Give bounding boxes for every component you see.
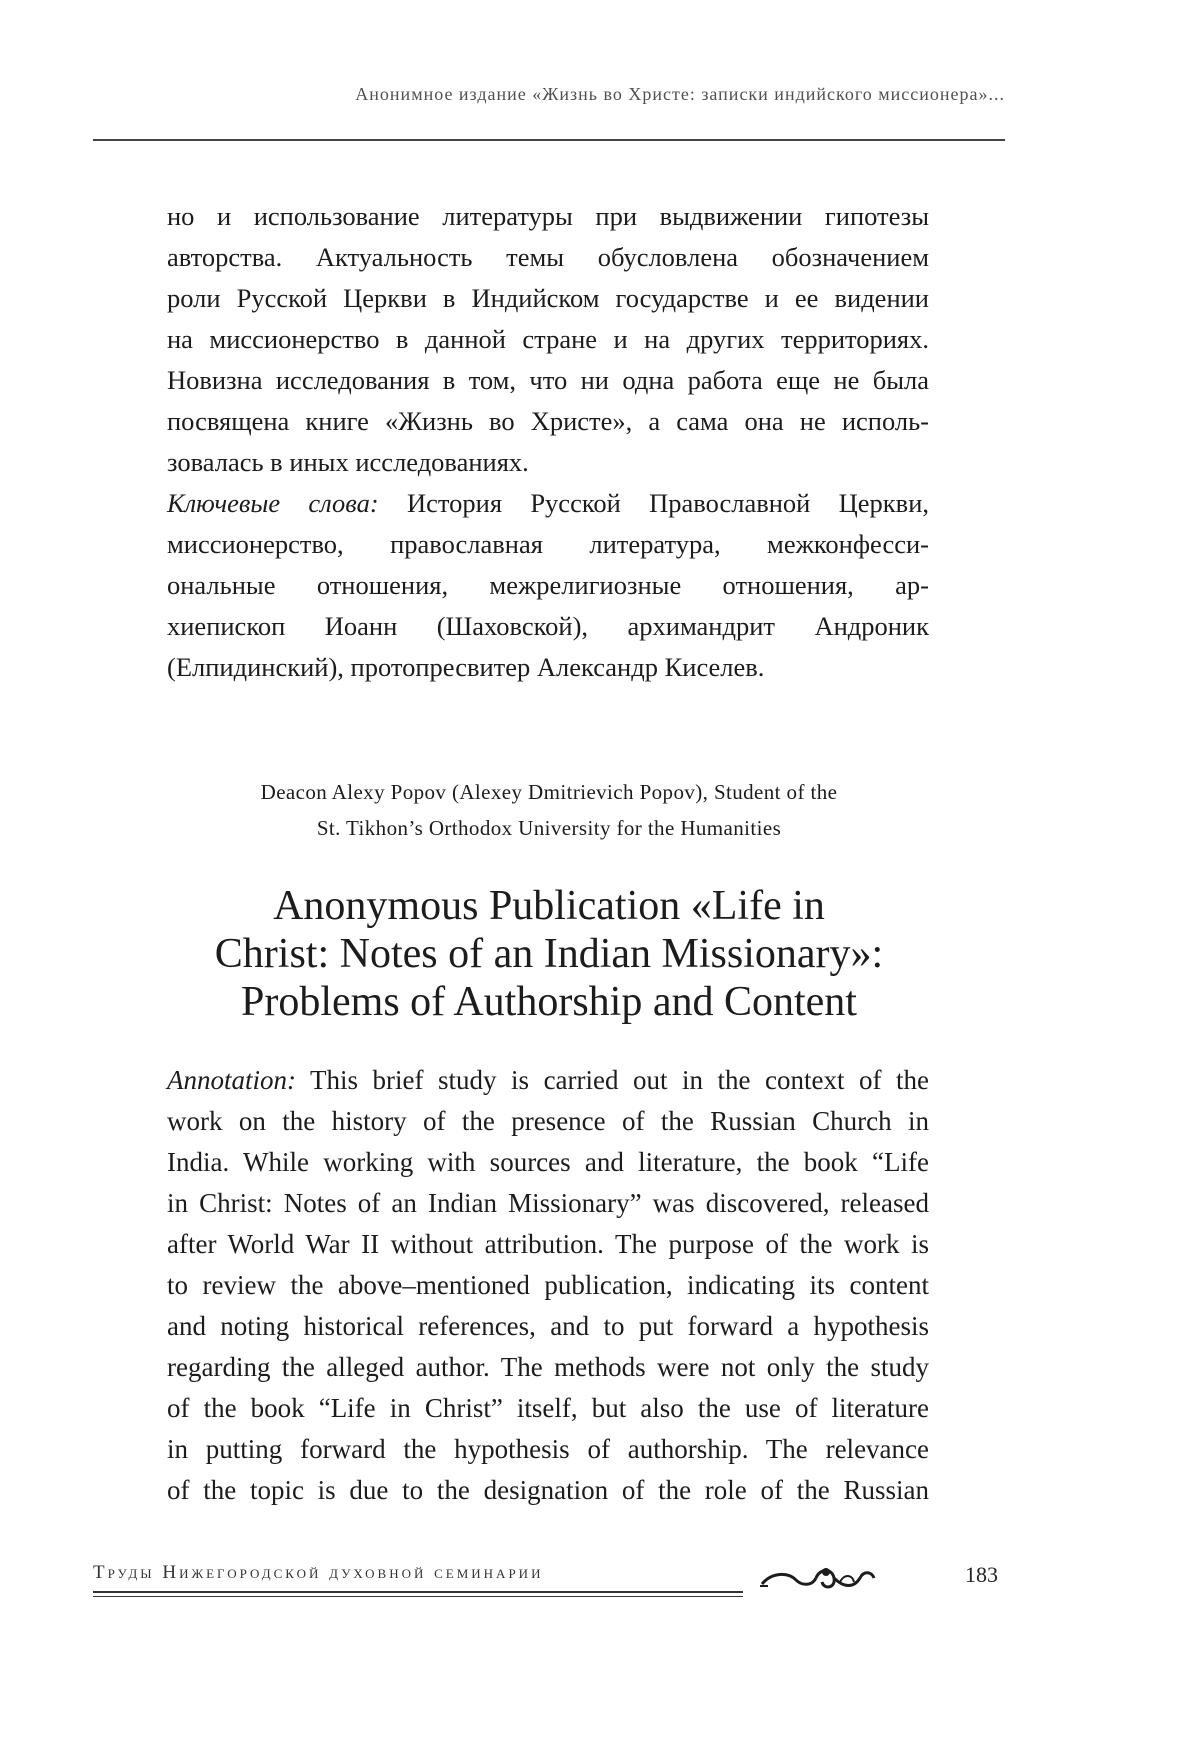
annotation-line: of the book “Life in Christ” itself, but also the use of literature (167, 1393, 929, 1423)
annotation-line: and noting historical references, and to put forward a hypothesis (167, 1311, 929, 1341)
annotation-text: This brief study is carried out in the context of the (310, 1065, 930, 1095)
footer-journal-title: Труды Нижегородской духовной семинарии (93, 1562, 544, 1583)
keywords-label: Ключевые слова: (167, 488, 379, 518)
abstract-line: роли Русской Церкви в Индийском государстве и ее видении (167, 283, 929, 313)
annotation-line: in putting forward the hypothesis of authorship. The relevance (167, 1434, 929, 1464)
annotation-line: work on the history of the presence of the Russian Church in (167, 1106, 929, 1136)
author-line-1: Deacon Alexy Popov (Alexey Dmitrievich Popov), Student of the (260, 780, 838, 804)
keywords-line: (Елпидинский), протопресвитер Александр Киселев. (167, 652, 765, 682)
article-title (93, 882, 1005, 1026)
english-annotation (167, 1060, 929, 1511)
abstract-line: на миссионерство в данной стране и на других территориях. (167, 324, 929, 354)
author-affiliation (93, 774, 1005, 846)
footer-rule (93, 1596, 743, 1597)
page-number: 183 (965, 1562, 998, 1587)
header-rule (93, 139, 1005, 141)
keywords-line (167, 483, 929, 524)
annotation-line: regarding the alleged author. The methods were not only the study (167, 1352, 929, 1382)
annotation-line: to review the above–mentioned publication, indicating its content (167, 1270, 929, 1300)
annotation-label: Annotation: (167, 1065, 296, 1095)
keywords-line: хиепископ Иоанн (Шаховской), архимандрит Андроник (167, 611, 929, 641)
abstract-line: авторства. Актуальность темы обусловлена обозначением (167, 242, 929, 272)
annotation-line: in Christ: Notes of an Indian Missionary” was discovered, released (167, 1188, 929, 1218)
abstract-line: посвящена книге «Жизнь во Христе», а сама она не исполь- (167, 406, 929, 436)
annotation-line (167, 1060, 929, 1101)
title-line: Christ: Notes of an Indian Missionary»: (214, 931, 884, 977)
keywords-text: История Русской Православной Церкви, (407, 488, 929, 518)
flourish-ornament-icon (758, 1562, 878, 1596)
title-line: Problems of Authorship and Content (241, 979, 857, 1025)
title-line: Anonymous Publication «Life in (273, 883, 825, 929)
keywords-line: ональные отношения, межрелигиозные отношения, ар- (167, 570, 929, 600)
footer-rule (93, 1591, 743, 1593)
running-head: Анонимное издание «Жизнь во Христе: записки индийского миссионера»... (355, 84, 1005, 104)
keywords-line: миссионерство, православная литература, межконфесси- (167, 529, 929, 559)
author-line-2: St. Tikhon’s Orthodox University for the Humanities (316, 816, 782, 840)
annotation-line: India. While working with sources and literature, the book “Life (167, 1147, 929, 1177)
russian-abstract (167, 196, 929, 688)
abstract-line: зовалась в иных исследованиях. (167, 447, 529, 477)
abstract-line: но и использование литературы при выдвижении гипотезы (167, 201, 929, 231)
abstract-line: Новизна исследования в том, что ни одна работа еще не была (167, 365, 929, 395)
annotation-line: after World War II without attribution. The purpose of the work is (167, 1229, 929, 1259)
annotation-line: of the topic is due to the designation of the role of the Russian (167, 1475, 929, 1505)
